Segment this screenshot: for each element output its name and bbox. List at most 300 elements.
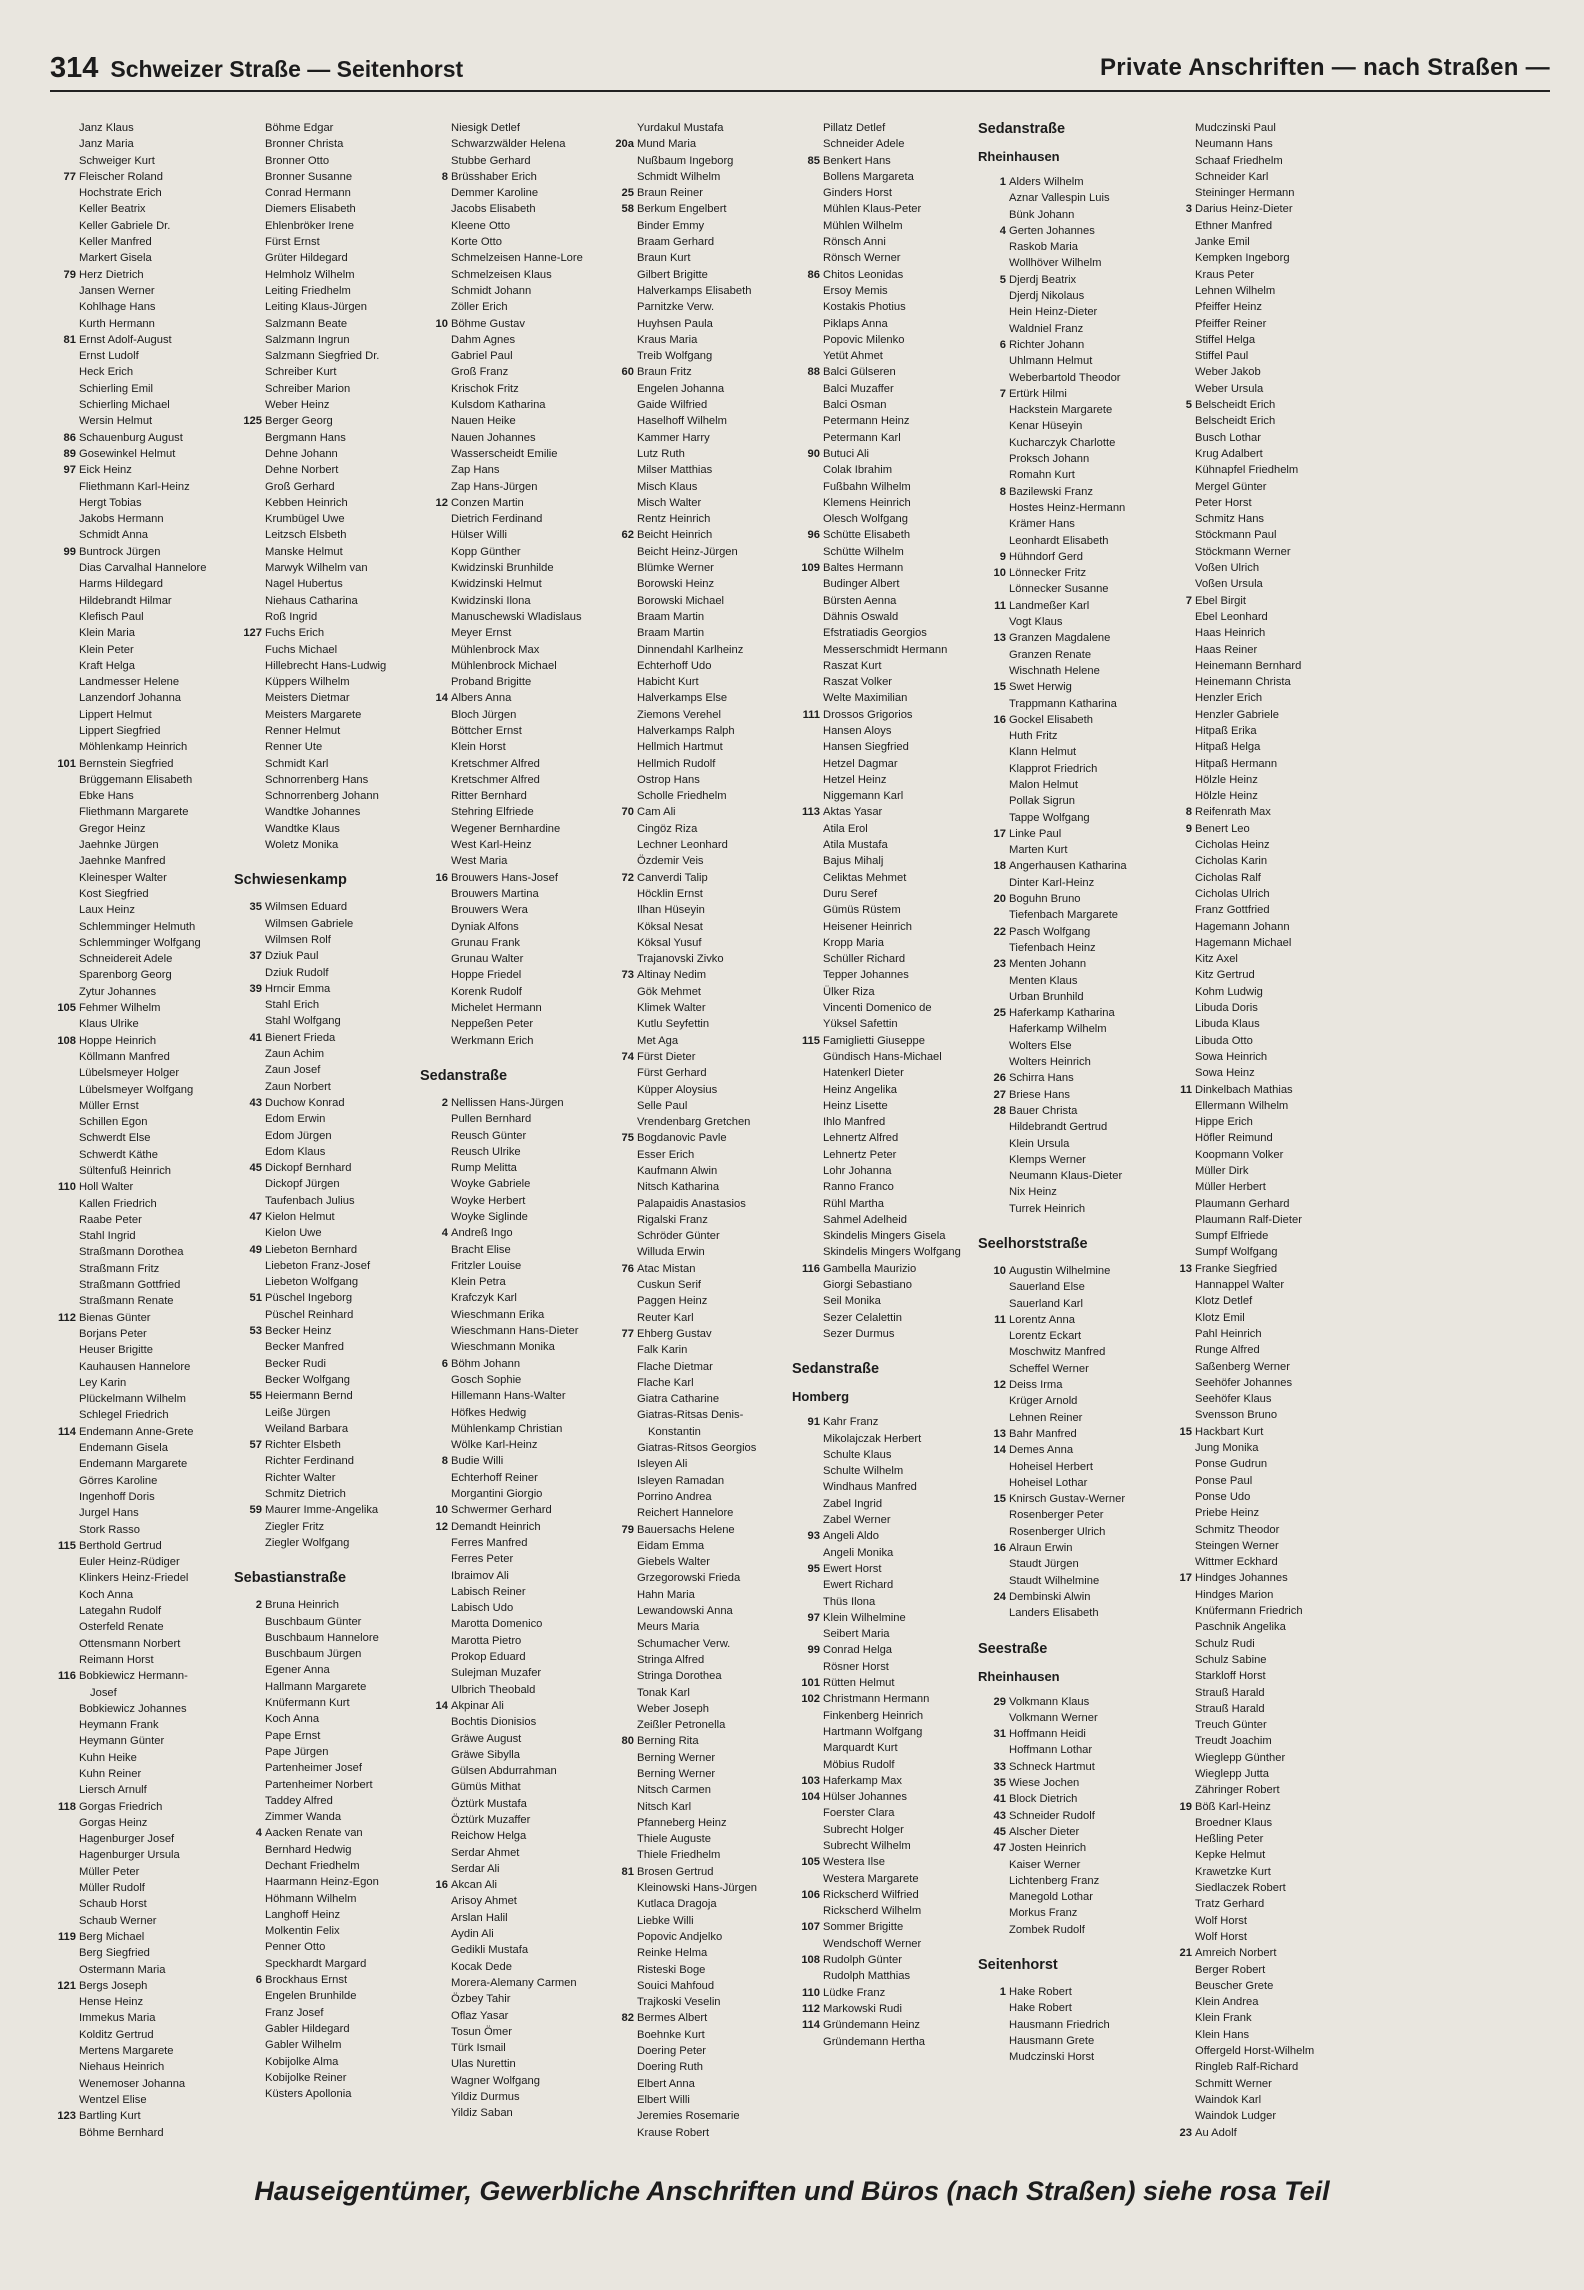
resident-name: Dehne Johann: [265, 447, 338, 460]
resident-name: Hetzel Heinz: [823, 773, 887, 786]
resident-entry: [978, 223, 1164, 239]
resident-name: Höhmann Wilhelm: [265, 1892, 357, 1905]
resident-name: Gabler Hildegard: [265, 2022, 350, 2035]
resident-name: Zabel Ingrid: [823, 1497, 883, 1510]
resident-name: Siedlaczek Robert: [1195, 1882, 1286, 1895]
resident-name: Woletz Monika: [265, 839, 339, 852]
resident-name: Swet Herwig: [1009, 681, 1072, 694]
resident-name: Laux Heinz: [79, 904, 135, 917]
resident-entry: [606, 1016, 792, 1032]
resident-entry: [1164, 1359, 1350, 1375]
resident-name: Heisener Heinrich: [823, 920, 912, 933]
resident-name: Braun Reiner: [637, 187, 703, 200]
resident-entry: [606, 201, 792, 217]
resident-name: Alders Wilhelm: [1009, 176, 1084, 188]
resident-name: Bienas Günter: [79, 1311, 151, 1324]
resident-name: Schröder Günter: [637, 1230, 720, 1243]
resident-entry: [792, 690, 978, 706]
resident-name: Demandt Heinrich: [451, 1520, 541, 1533]
resident-name: Manske Helmut: [265, 545, 343, 558]
resident-entry: [978, 516, 1164, 532]
resident-name: Falk Karin: [637, 1344, 688, 1357]
resident-name: Böhme Edgar: [265, 122, 334, 134]
resident-name: Duru Seref: [823, 887, 878, 900]
resident-entry: [792, 1789, 978, 1805]
house-number: 109: [801, 562, 820, 575]
resident-name: Gündisch Hans-Michael: [823, 1050, 942, 1063]
resident-name: Stiffel Helga: [1195, 333, 1256, 346]
resident-entry: [606, 886, 792, 902]
resident-name: Haselhoff Wilhelm: [637, 415, 727, 428]
resident-name: Steingen Werner: [1195, 1539, 1279, 1552]
resident-name: Ebel Birgit: [1195, 594, 1246, 607]
resident-entry: [1164, 527, 1350, 543]
house-number: 16: [993, 713, 1006, 726]
resident-name: Rudolph Matthias: [823, 1970, 911, 1983]
resident-name: Kutlu Seyfettin: [637, 1018, 710, 1031]
resident-name: Svensson Bruno: [1195, 1409, 1278, 1422]
resident-entry: [606, 1864, 792, 1880]
resident-name: Hoheisel Herbert: [1009, 1460, 1093, 1473]
resident-name: Heinz Angelika: [823, 1083, 898, 1096]
resident-entry: [420, 1682, 606, 1698]
resident-entry: [606, 1962, 792, 1978]
resident-name: Meisters Dietmar: [265, 692, 350, 705]
footer-note: Hauseigentümer, Gewerbliche Anschriften und Büros (nach Straßen) siehe rosa Teil: [254, 2176, 1330, 2206]
resident-name: Klein Andrea: [1195, 1996, 1259, 2009]
resident-name: Kwidzinski Ilona: [451, 594, 531, 607]
resident-name: Ferres Peter: [451, 1553, 514, 1566]
resident-name: Butuci Ali: [823, 447, 870, 460]
resident-name: Dähnis Oswald: [823, 610, 899, 623]
resident-name: Doering Ruth: [637, 2061, 703, 2074]
resident-name: Keller Manfred: [79, 236, 152, 249]
resident-entry: [420, 1796, 606, 1812]
resident-name: Ilhan Hüseyin: [637, 904, 705, 917]
resident-entry: [606, 1359, 792, 1375]
house-number: 20: [993, 893, 1006, 906]
resident-entry: [792, 853, 978, 869]
resident-entry: [420, 984, 606, 1000]
resident-name: Brosen Gertrud: [637, 1865, 714, 1878]
resident-entry: [1164, 707, 1350, 723]
resident-name: Popovic Milenko: [823, 333, 905, 346]
resident-entry: [792, 283, 978, 299]
resident-name: Köksal Nesat: [637, 920, 703, 933]
resident-name: Wagner Wolfgang: [451, 2074, 540, 2087]
house-number: 73: [621, 969, 634, 982]
resident-name: Hein Heinz-Dieter: [1009, 306, 1098, 319]
resident-entry: [978, 565, 1164, 581]
resident-entry: [792, 2034, 978, 2050]
house-number: 108: [801, 1954, 820, 1967]
resident-name: Giatras-Ritsos Georgios: [637, 1442, 757, 1455]
resident-name: Lippert Helmut: [79, 708, 152, 721]
resident-name: Halverkamps Elisabeth: [637, 284, 752, 297]
resident-entry: [1164, 935, 1350, 951]
resident-entry: [978, 1710, 1164, 1726]
resident-name: Kaufmann Alwin: [637, 1165, 718, 1177]
resident-entry: [48, 1163, 234, 1179]
resident-entry: [420, 136, 606, 152]
resident-entry: [48, 348, 234, 364]
resident-entry: [978, 2049, 1164, 2065]
resident-name: Keller Beatrix: [79, 203, 146, 216]
resident-name: Zaun Achim: [265, 1048, 325, 1061]
resident-entry: [1164, 690, 1350, 706]
resident-name: Sültenfuß Heinrich: [79, 1165, 172, 1177]
resident-entry: [234, 1535, 420, 1551]
house-number: 26: [993, 1072, 1006, 1085]
resident-entry: [48, 2092, 234, 2108]
resident-name: Pape Jürgen: [265, 1745, 329, 1758]
resident-name: Richter Johann: [1009, 338, 1085, 351]
resident-name: Böß Karl-Heinz: [1195, 1800, 1271, 1813]
resident-name: Uhlmann Helmut: [1009, 355, 1093, 368]
resident-name: Lehnen Reiner: [1009, 1411, 1083, 1424]
house-number: 105: [801, 1856, 820, 1869]
resident-name: Serdar Ali: [451, 1862, 500, 1875]
resident-entry: [978, 500, 1164, 516]
resident-name: Gorgas Friedrich: [79, 1800, 163, 1813]
resident-name: Weber Jakob: [1195, 366, 1261, 379]
resident-entry: [978, 1922, 1164, 1938]
resident-entry: [1164, 902, 1350, 918]
resident-entry: [48, 1375, 234, 1391]
resident-name: Grunau Frank: [451, 936, 521, 949]
resident-name: Thiele Auguste: [637, 1833, 712, 1846]
resident-name: Atila Mustafa: [823, 839, 888, 852]
resident-name: Menten Johann: [1009, 958, 1087, 971]
resident-name: Strauß Harald: [1195, 1702, 1265, 1715]
resident-entry: [606, 316, 792, 332]
resident-name: Stehring Elfriede: [451, 806, 534, 819]
resident-name: Bloch Jürgen: [451, 708, 517, 721]
resident-entry: [1164, 1489, 1350, 1505]
house-number: 6: [255, 1974, 262, 1987]
resident-name: Haferkamp Katharina: [1009, 1007, 1115, 1020]
resident-entry: [1164, 837, 1350, 853]
resident-entry: [1164, 1228, 1350, 1244]
house-number: 12: [435, 1520, 448, 1533]
resident-name: Dinkelbach Mathias: [1195, 1083, 1293, 1096]
resident-name: Kopp Günther: [451, 545, 521, 558]
resident-entry: [792, 642, 978, 658]
resident-entry: [234, 1597, 420, 1613]
resident-entry: [792, 1871, 978, 1887]
resident-name: Hoheisel Lothar: [1009, 1476, 1088, 1489]
resident-entry: [606, 1587, 792, 1603]
resident-entry: [606, 1456, 792, 1472]
resident-entry: [792, 560, 978, 576]
resident-entry: [792, 1968, 978, 1984]
resident-entry: [234, 495, 420, 511]
house-number: 13: [1179, 1262, 1192, 1275]
resident-name: Salzmann Beate: [265, 317, 348, 330]
resident-name: Marwyk Wilhelm van: [265, 562, 368, 575]
resident-entry: [420, 1421, 606, 1437]
resident-entry: [420, 2089, 606, 2105]
resident-entry: [420, 1812, 606, 1828]
house-number: 51: [249, 1292, 262, 1305]
resident-name: Treuch Günter: [1195, 1719, 1267, 1732]
resident-entry: [48, 576, 234, 592]
resident-entry: [48, 1440, 234, 1456]
resident-entry: [1164, 1750, 1350, 1766]
resident-entry: [420, 1176, 606, 1192]
resident-name: Gümüs Mithat: [451, 1781, 521, 1794]
resident-entry: [48, 1636, 234, 1652]
resident-name: Klaus Ulrike: [79, 1018, 139, 1031]
resident-name: Djerdj Beatrix: [1009, 273, 1077, 286]
house-number: 3: [1185, 203, 1192, 216]
resident-name: Schmelzeisen Hanne-Lore: [451, 252, 583, 265]
resident-name: Thüs Ilona: [823, 1595, 876, 1608]
resident-entry: [1164, 1522, 1350, 1538]
resident-name: Serdar Ahmet: [451, 1846, 520, 1859]
resident-name: Giatra Catharine: [637, 1393, 720, 1406]
house-number: 103: [801, 1774, 820, 1787]
resident-name: Belscheidt Erich: [1195, 399, 1276, 412]
resident-entry: [978, 940, 1164, 956]
resident-name: Koopmann Volker: [1195, 1148, 1284, 1161]
resident-name: Staudt Jürgen: [1009, 1558, 1079, 1571]
resident-entry: [606, 576, 792, 592]
resident-entry: [420, 446, 606, 462]
resident-entry: [420, 902, 606, 918]
resident-entry: [606, 430, 792, 446]
resident-entry: [1164, 1815, 1350, 1831]
resident-name: Hagemann Michael: [1195, 936, 1292, 949]
resident-entry: [606, 153, 792, 169]
resident-entry: [1164, 1864, 1350, 1880]
resident-entry: [1164, 870, 1350, 886]
resident-entry: [420, 1975, 606, 1991]
resident-name: Ethner Manfred: [1195, 219, 1273, 232]
resident-name: Henzler Erich: [1195, 692, 1263, 705]
resident-entry: [48, 951, 234, 967]
house-number: 25: [621, 187, 634, 200]
resident-name: Sparenborg Georg: [79, 969, 172, 982]
resident-entry: [978, 190, 1164, 206]
resident-entry: [978, 630, 1164, 646]
resident-name: Canverdi Talip: [637, 871, 708, 884]
resident-entry: [48, 2076, 234, 2092]
resident-entry: [792, 658, 978, 674]
resident-name: Klein Maria: [79, 627, 135, 640]
directory-column-2: [234, 120, 420, 2150]
resident-entry: [48, 625, 234, 641]
resident-name: Tappe Wolfgang: [1009, 811, 1090, 824]
resident-name: Haferkamp Wilhelm: [1009, 1023, 1107, 1036]
resident-name: Nagel Hubertus: [265, 578, 343, 591]
resident-name: Hahn Maria: [637, 1588, 695, 1601]
resident-entry: [978, 1070, 1164, 1086]
resident-name: Kammer Harry: [637, 431, 710, 444]
resident-entry: [606, 1538, 792, 1554]
resident-entry: [48, 1538, 234, 1554]
resident-entry: [792, 185, 978, 201]
house-number: 108: [57, 1034, 76, 1047]
resident-entry: [1164, 1310, 1350, 1326]
resident-name: Niesigk Detlef: [451, 122, 521, 134]
resident-name: Augustin Wilhelmine: [1009, 1265, 1111, 1277]
resident-entry: [1164, 593, 1350, 609]
resident-entry: [420, 1323, 606, 1339]
resident-entry: [420, 1731, 606, 1747]
resident-entry: [420, 674, 606, 690]
resident-name: Kallen Friedrich: [79, 1197, 157, 1210]
resident-name: Souici Mahfoud: [637, 1979, 715, 1992]
resident-name: Kitz Gertrud: [1195, 969, 1255, 982]
house-number: 114: [801, 2019, 820, 2032]
resident-name: Ulbrich Theobald: [451, 1683, 536, 1696]
resident-entry: [606, 723, 792, 739]
resident-name: Endemann Anne-Grete: [79, 1425, 194, 1438]
house-number: 101: [57, 757, 76, 770]
house-number: 102: [801, 1693, 820, 1706]
resident-name: Foerster Clara: [823, 1807, 895, 1820]
house-number: 80: [621, 1735, 634, 1748]
resident-name: Stahl Wolfgang: [265, 1015, 341, 1028]
resident-entry: [48, 1652, 234, 1668]
house-number: 15: [993, 1493, 1006, 1506]
resident-entry: [234, 2005, 420, 2021]
resident-name: Kostakis Photius: [823, 301, 906, 314]
resident-name: Wieschmann Hans-Dieter: [451, 1325, 579, 1338]
resident-name: Nußbaum Ingeborg: [637, 154, 734, 167]
resident-entry: [792, 234, 978, 250]
resident-entry: [48, 1114, 234, 1130]
resident-name: Schneider Adele: [823, 138, 905, 151]
resident-entry: [792, 1016, 978, 1032]
resident-name: Gräwe Sibylla: [451, 1748, 521, 1761]
resident-entry: [792, 1261, 978, 1277]
house-number: 14: [435, 1699, 448, 1712]
resident-entry: [234, 1209, 420, 1225]
resident-name: Wolf Horst: [1195, 1914, 1248, 1927]
resident-name: Ernst Ludolf: [79, 350, 139, 363]
house-number: 104: [801, 1791, 820, 1804]
resident-name: Bracht Elise: [451, 1243, 511, 1256]
house-number: 47: [993, 1842, 1006, 1855]
house-number: 81: [63, 333, 76, 346]
resident-entry: [606, 1049, 792, 1065]
resident-entry: [1164, 479, 1350, 495]
resident-name: Manegold Lothar: [1009, 1891, 1093, 1904]
resident-entry: [48, 1831, 234, 1847]
resident-entry: [48, 120, 234, 136]
resident-name: Piklaps Anna: [823, 317, 888, 330]
resident-name: Klann Helmut: [1009, 746, 1077, 759]
resident-name: Starkloff Horst: [1195, 1670, 1266, 1683]
resident-name: Schneider Karl: [1195, 170, 1269, 183]
resident-entry: [606, 870, 792, 886]
resident-name: Wandtke Johannes: [265, 806, 361, 819]
resident-name: Wölke Karl-Heinz: [451, 1439, 538, 1452]
resident-entry: [420, 1502, 606, 1518]
resident-name: Kleinowski Hans-Jürgen: [637, 1882, 758, 1895]
resident-name: Lorentz Eckart: [1009, 1330, 1082, 1343]
resident-name: Müller Ernst: [79, 1099, 139, 1112]
resident-entry: [1164, 2027, 1350, 2043]
resident-name: Busch Lothar: [1195, 431, 1261, 444]
resident-name: Böhme Bernhard: [79, 2126, 164, 2139]
resident-name: Volkmann Werner: [1009, 1711, 1098, 1724]
resident-name: Hackstein Margarete: [1009, 404, 1113, 417]
resident-name: Hitpaß Hermann: [1195, 757, 1278, 770]
resident-name: Nitsch Karl: [637, 1800, 692, 1813]
resident-name: Berning Rita: [637, 1735, 699, 1748]
resident-name: Parnitzke Verw.: [637, 301, 715, 314]
house-number: 82: [621, 2012, 634, 2025]
resident-entry: [420, 886, 606, 902]
resident-entry: [792, 1065, 978, 1081]
resident-entry: [792, 723, 978, 739]
resident-entry: [1164, 642, 1350, 658]
resident-entry: [234, 413, 420, 429]
resident-entry: [1164, 2092, 1350, 2108]
resident-entry: [978, 1524, 1164, 1540]
resident-entry: [234, 609, 420, 625]
resident-name: Rönsch Werner: [823, 252, 901, 265]
resident-entry: [234, 788, 420, 804]
resident-name: Bobkiewicz Hermann-: [79, 1670, 188, 1683]
resident-entry: [606, 935, 792, 951]
resident-name: Plückelmann Wilhelm: [79, 1393, 186, 1406]
resident-name: Stahl Erich: [265, 999, 320, 1012]
resident-entry: [606, 218, 792, 234]
house-number: 10: [993, 1265, 1006, 1277]
resident-entry: [48, 1913, 234, 1929]
resident-name: Menten Klaus: [1009, 974, 1078, 987]
resident-entry: [606, 1342, 792, 1358]
resident-name: Pasch Wolfgang: [1009, 925, 1091, 938]
resident-name: Lutz Ruth: [637, 447, 685, 460]
resident-name: Lohr Johanna: [823, 1165, 892, 1177]
resident-name: Möbius Rudolf: [823, 1758, 895, 1771]
resident-name: Wilmsen Eduard: [265, 901, 348, 914]
resident-entry: [606, 1277, 792, 1293]
resident-entry: [48, 2125, 234, 2141]
resident-name: Scheffel Werner: [1009, 1362, 1089, 1375]
resident-name: Kielon Helmut: [265, 1211, 335, 1223]
resident-name: Ebke Hans: [79, 790, 134, 803]
resident-name: Scholle Friedhelm: [637, 790, 727, 803]
resident-entry: [606, 2092, 792, 2108]
resident-entry: [792, 837, 978, 853]
resident-name: Schillen Egon: [79, 1116, 148, 1129]
resident-entry: [48, 218, 234, 234]
resident-name: Hackbart Kurt: [1195, 1425, 1264, 1438]
resident-entry: [606, 348, 792, 364]
resident-entry: [978, 1857, 1164, 1873]
house-number: 86: [63, 431, 76, 444]
resident-entry: [234, 1160, 420, 1176]
resident-name: Balci Gülseren: [823, 366, 896, 379]
resident-name: Nix Heinz: [1009, 1186, 1057, 1199]
resident-entry: [1164, 462, 1350, 478]
resident-entry: [792, 886, 978, 902]
resident-name: Schneider Rudolf: [1009, 1809, 1095, 1822]
resident-entry: [420, 153, 606, 169]
resident-name: Özbey Tahir: [451, 1993, 511, 2006]
resident-name: Hühndorf Gerd: [1009, 550, 1084, 563]
resident-entry: [606, 1652, 792, 1668]
resident-entry: [234, 899, 420, 915]
resident-entry: [48, 1065, 234, 1081]
resident-entry: [48, 511, 234, 527]
